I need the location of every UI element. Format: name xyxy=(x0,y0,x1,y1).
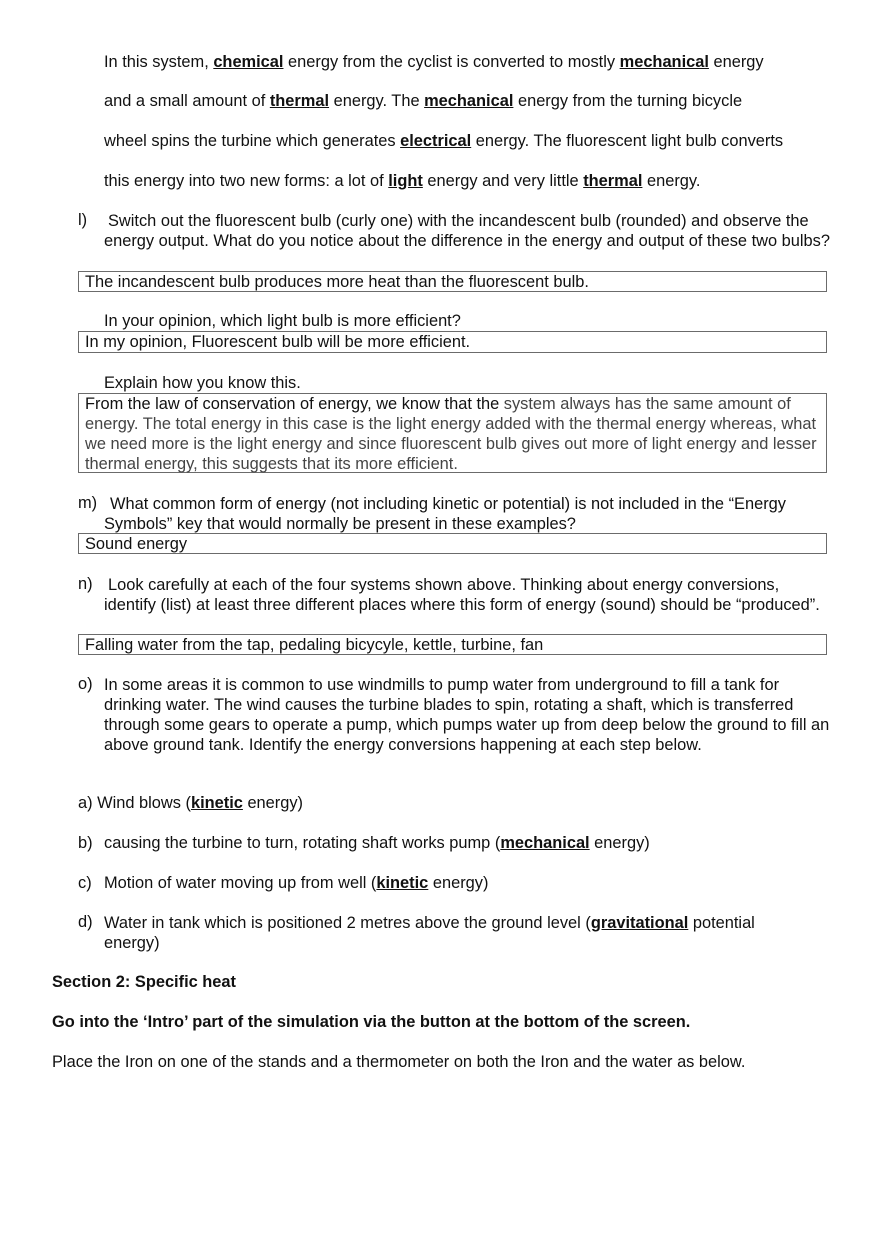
question-n-text: Look carefully at each of the four systems shown above. Thinking about energy conversions, identify (list) at least three different places where this form of energy (sound) should be “produced”. xyxy=(104,576,820,614)
question-l-label: l) xyxy=(78,211,88,229)
keyword-kinetic: kinetic xyxy=(190,794,243,812)
text-run: energy) xyxy=(242,794,304,812)
paragraph-line-2 xyxy=(104,92,742,111)
answer-l-explanation-field[interactable] xyxy=(78,393,827,473)
text-run: energy) xyxy=(428,874,489,892)
keyword-mechanical: mechanical xyxy=(500,834,590,852)
text-run: energy and very little xyxy=(422,172,584,190)
text-run: energy. xyxy=(642,172,701,190)
keyword-kinetic: kinetic xyxy=(376,874,429,892)
section-2-text: Place the Iron on one of the stands and a thermometer on both the Iron and the water as below. xyxy=(52,1053,746,1071)
keyword-light: light xyxy=(388,172,423,190)
keyword-gravitational: gravitational xyxy=(590,914,689,932)
answer-m-field[interactable]: Sound energy xyxy=(78,533,827,554)
question-m-text: What common form of energy (not including kinetic or potential) is not included in the “Energy Symbols” key that would normally be present in these examples? xyxy=(104,495,786,533)
text-run: and a small amount of xyxy=(104,92,270,110)
text-run: energy from the turning bicycle xyxy=(513,92,743,110)
step-b-label: b) xyxy=(78,834,93,852)
text-run: energy from the cyclist is converted to mostly xyxy=(283,53,620,71)
answer-text: From the law of conservation of energy, we know that the xyxy=(85,395,504,413)
text-run: energy. The fluorescent light bulb converts xyxy=(471,132,784,150)
question-o-text: In some areas it is common to use windmills to pump water from underground to fill a tank for drinking water. The wind causes the turbine blades to spin, rotating a shaft, which is transferred through some gears to operate a pump, which pumps water up from deep below the ground to fill an above ground tank. Identify the energy conversions happening at each step below. xyxy=(104,676,830,754)
answer-text-continued: system always has the same amount of energy. The total energy in this case is the light energy added with the thermal energy whereas, what we need more is the light energy and since fluorescent bulb gives out more of light energy and lesser thermal energy, this suggests that its more efficient. xyxy=(85,395,817,473)
answer-l-field[interactable]: The incandescent bulb produces more heat than the fluorescent bulb. xyxy=(78,271,827,292)
step-d-label: d) xyxy=(78,913,93,931)
answer-l-efficiency-field[interactable]: In my opinion, Fluorescent bulb will be more efficient. xyxy=(78,331,827,353)
question-l-text: Switch out the fluorescent bulb (curly one) with the incandescent bulb (rounded) and observe the energy output. What do you notice about the difference in the energy and output of these two bulbs? xyxy=(104,212,830,250)
question-l-sub2: Explain how you know this. xyxy=(104,374,301,392)
step-d xyxy=(104,913,809,953)
text-run: potential energy) xyxy=(104,914,755,952)
step-c xyxy=(104,874,488,893)
question-l-sub1: In your opinion, which light bulb is more efficient? xyxy=(104,312,461,330)
step-a xyxy=(78,794,303,813)
text-run: wheel spins the turbine which generates xyxy=(104,132,401,150)
keyword-electrical: electrical xyxy=(400,132,472,150)
text-run: a) Wind blows ( xyxy=(78,794,191,812)
text-run: In this system, xyxy=(104,53,214,71)
question-n-label: n) xyxy=(78,575,93,593)
paragraph-line-4 xyxy=(104,172,700,191)
text-run: Motion of water moving up from well ( xyxy=(104,874,377,892)
section-2-heading: Section 2: Specific heat xyxy=(52,973,236,991)
question-o-label: o) xyxy=(78,675,93,693)
keyword-chemical: chemical xyxy=(213,53,284,71)
step-c-label: c) xyxy=(78,874,92,892)
text-run: causing the turbine to turn, rotating shaft works pump ( xyxy=(104,834,501,852)
text-run: this energy into two new forms: a lot of xyxy=(104,172,389,190)
answer-n-field[interactable]: Falling water from the tap, pedaling bicycyle, kettle, turbine, fan xyxy=(78,634,827,655)
keyword-thermal: thermal xyxy=(583,172,643,190)
paragraph-line-1 xyxy=(104,53,764,72)
step-b xyxy=(104,834,650,853)
text-run: energy) xyxy=(589,834,650,852)
text-run: energy xyxy=(708,53,764,71)
text-run: Water in tank which is positioned 2 metres above the ground level ( xyxy=(104,914,591,932)
keyword-mechanical: mechanical xyxy=(619,53,709,71)
question-m-label: m) xyxy=(78,494,98,512)
keyword-mechanical: mechanical xyxy=(424,92,514,110)
keyword-thermal: thermal xyxy=(269,92,330,110)
section-2-instruction: Go into the ‘Intro’ part of the simulation via the button at the bottom of the screen. xyxy=(52,1013,691,1031)
text-run: energy. The xyxy=(329,92,425,110)
paragraph-line-3 xyxy=(104,132,783,151)
